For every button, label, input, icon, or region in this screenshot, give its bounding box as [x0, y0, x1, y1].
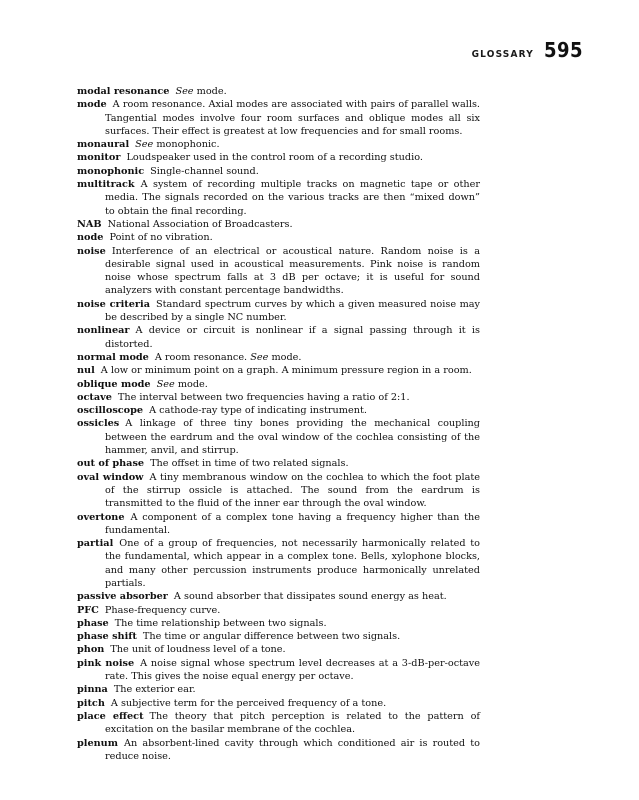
entry-term: node	[77, 232, 104, 244]
entry-definition: The offset in time of two related signals.	[150, 458, 349, 470]
glossary-entry	[77, 351, 480, 364]
entry-term: monitor	[77, 152, 121, 164]
glossary-entry	[77, 138, 480, 151]
glossary-entry	[77, 151, 480, 164]
glossary-entry	[77, 630, 480, 643]
entry-definition: The interval between two frequencies having a ratio of 2:1.	[117, 391, 410, 403]
entry-definition: A component of a complex tone having a frequency higher than the fundamental.	[105, 511, 480, 536]
entry-definition: Loudspeaker used in the control room of a recording studio.	[126, 152, 423, 164]
entry-definition: The time or angular difference between two signals.	[142, 631, 401, 643]
glossary-entry	[77, 165, 480, 178]
glossary-entry	[77, 231, 480, 244]
glossary-entry	[77, 245, 480, 298]
see-reference: See	[156, 378, 175, 390]
entry-term: out of phase	[77, 458, 145, 470]
glossary-entry	[77, 324, 480, 351]
page-header	[472, 38, 583, 62]
glossary-entry	[77, 657, 480, 684]
glossary-entry	[77, 457, 480, 470]
entry-definition: The time relationship between two signals.	[114, 617, 327, 629]
section-title: GLOSSARY	[471, 49, 534, 60]
entry-definition: Point of no vibration.	[109, 232, 213, 244]
entry-definition: One of a group of frequencies, not necessarily harmonically related to the fundamental, which appear in a complex tone. Bells, xylophone blocks, and many other percussion instruments produce harmonically unrelated partials.	[105, 538, 480, 589]
entry-term: nonlinear	[77, 325, 130, 337]
entry-definition: A room resonance. Axial modes are associated with pairs of parallel walls. Tangential modes involve four room surfaces and oblique modes all six surfaces. Their effect is greatest at low frequencies and for small rooms.	[105, 99, 480, 137]
entry-term: noise	[77, 245, 106, 257]
glossary-entries	[77, 85, 480, 763]
page-number: 595	[543, 38, 583, 62]
entry-definition: The exterior ear.	[113, 684, 196, 696]
entry-term: mode	[77, 99, 107, 111]
entry-definition: A cathode-ray type of indicating instrument.	[149, 405, 367, 417]
entry-term: oscilloscope	[77, 405, 144, 417]
entry-term: multitrack	[77, 179, 135, 191]
entry-term: monophonic	[77, 165, 145, 177]
glossary-entry	[77, 98, 480, 138]
entry-term: PFC	[77, 604, 99, 616]
entry-term: overtone	[77, 511, 125, 523]
entry-term: ossicles	[77, 418, 120, 430]
glossary-entry	[77, 218, 480, 231]
glossary-entry	[77, 378, 480, 391]
glossary-entry	[77, 298, 480, 325]
entry-term: normal mode	[77, 351, 149, 363]
entry-definition: A sound absorber that dissipates sound energy as heat.	[173, 591, 447, 603]
glossary-entry	[77, 178, 480, 218]
entry-term: phase shift	[77, 631, 137, 643]
entry-term: NAB	[77, 218, 102, 230]
glossary-entry	[77, 85, 480, 98]
glossary-entry	[77, 417, 480, 457]
entry-definition: The unit of loudness level of a tone.	[110, 644, 286, 656]
glossary-entry	[77, 537, 480, 590]
entry-term: plenum	[77, 737, 118, 749]
entry-term: oval window	[77, 471, 144, 483]
entry-term: passive absorber	[77, 591, 168, 603]
glossary-entry	[77, 710, 480, 737]
entry-definition: A linkage of three tiny bones providing the mechanical coupling between the eardrum and the oval window of the cochlea consisting of the hammer, anvil, and stirrup.	[105, 418, 480, 457]
glossary-entry	[77, 364, 480, 377]
entry-definition: mode.	[271, 351, 302, 363]
entry-term: nul	[77, 365, 95, 377]
entry-definition: Standard spectrum curves by which a given measured noise may be described by a single NC number.	[105, 298, 480, 324]
entry-definition: A low or minimum point on a graph. A minimum pressure region in a room.	[100, 365, 472, 377]
entry-definition: A tiny membranous window on the cochlea to which the foot plate of the stirrup ossicle is attached. The sound from the eardrum is transmitted to the fluid of the inner ear through the oval window.	[105, 471, 481, 510]
glossary-entry	[77, 404, 480, 417]
entry-definition: mode.	[196, 86, 227, 97]
entry-definition: Single-channel sound.	[150, 165, 259, 177]
entry-term: monaural	[77, 139, 130, 151]
entry-definition: National Association of Broadcasters.	[107, 218, 293, 230]
entry-definition: A device or circuit is nonlinear if a signal passing through it is distorted.	[105, 325, 480, 350]
entry-definition: The theory that pitch perception is related to the pattern of excitation on the basilar membrane of the cochlea.	[105, 710, 480, 736]
entry-definition: An absorbent-lined cavity through which conditioned air is routed to reduce noise.	[105, 737, 480, 762]
glossary-entry	[77, 391, 480, 404]
glossary-entry	[77, 604, 480, 617]
see-reference: See	[250, 351, 269, 363]
entry-term: modal resonance	[77, 86, 170, 97]
entry-definition: Interference of an electrical or acoustical nature. Random noise is a desirable signal used in acoustical measurements. Pink noise is random noise whose spectrum falls at 3 dB per octave; it is useful for sound analyzers with constant percentage bandwidths.	[105, 245, 480, 297]
entry-definition: mode.	[177, 378, 208, 390]
entry-term: phon	[77, 644, 105, 656]
entry-definition: Phase-frequency curve.	[104, 604, 221, 616]
entry-term: oblique mode	[77, 378, 151, 390]
entry-term: noise criteria	[77, 298, 150, 310]
entry-term: partial	[77, 538, 114, 550]
entry-term: octave	[77, 391, 112, 403]
glossary-entry	[77, 697, 480, 710]
entry-definition: A noise signal whose spectrum level decreases at a 3-dB-per-octave rate. This gives the noise equal energy per octave.	[105, 657, 480, 683]
entry-term: pitch	[77, 697, 105, 709]
glossary-entry	[77, 643, 480, 656]
entry-term: phase	[77, 617, 109, 629]
entry-term: pink noise	[77, 657, 135, 669]
see-reference: See	[175, 86, 194, 97]
see-reference: See	[135, 139, 154, 151]
glossary-entry	[77, 737, 480, 764]
entry-definition: A subjective term for the perceived frequency of a tone.	[110, 697, 387, 709]
entry-definition: monophonic.	[156, 139, 220, 151]
entry-definition: A system of recording multiple tracks on magnetic tape or other media. The signals recorded on the various tracks are then “mixed down” to obtain the final recording.	[105, 179, 480, 217]
glossary-entry	[77, 471, 480, 511]
glossary-entry	[77, 590, 480, 603]
entry-term: pinna	[77, 684, 108, 696]
entry-definition: A room resonance.	[154, 351, 248, 363]
entry-term: place effect	[77, 710, 144, 722]
glossary-entry	[77, 511, 480, 538]
glossary-entry	[77, 683, 480, 696]
glossary-entry	[77, 617, 480, 630]
